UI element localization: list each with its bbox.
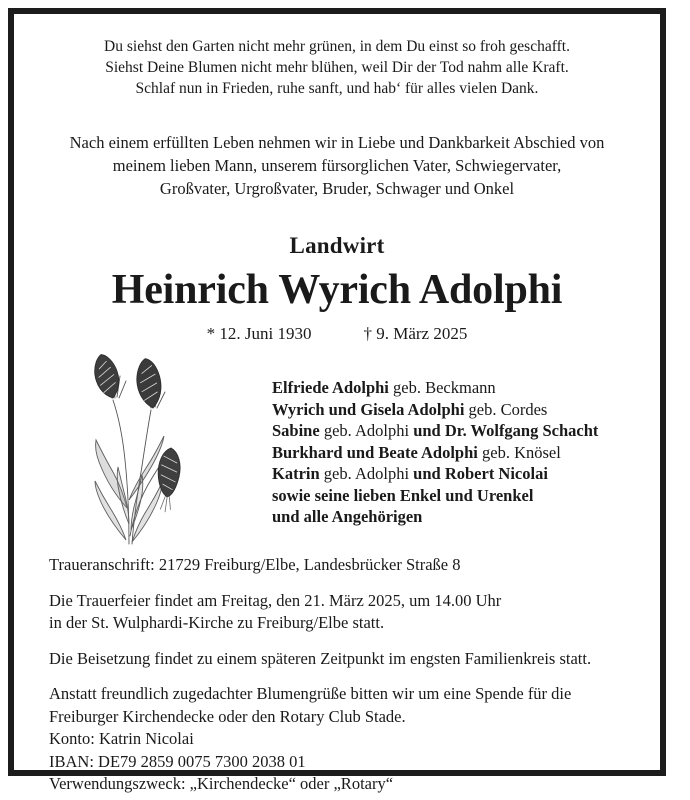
- profession-title: Landwirt: [289, 233, 385, 258]
- account-holder: Konto: Katrin Nicolai: [49, 729, 194, 748]
- ceremony-line-1: Die Trauerfeier findet am Freitag, den 21. März 2025, um 14.00 Uhr: [49, 590, 502, 610]
- family-line: [272, 463, 598, 485]
- burial-paragraph: [49, 648, 648, 671]
- iban: IBAN: DE79 2859 0075 7300 2038 01: [49, 751, 306, 771]
- family-line: [272, 485, 598, 507]
- ceremony-line-2: in der St. Wulphardi-Kirche zu Freiburg/Elbe statt.: [49, 613, 385, 632]
- donation-line-1: Anstatt freundlich zugedachter Blumengrüße bitten wir um eine Spende für die: [49, 684, 572, 703]
- family-line: [272, 377, 598, 399]
- family-name-regular: geb. Adolphi: [319, 421, 414, 440]
- ceremony-paragraph: [49, 590, 648, 635]
- family-name-bold: Wyrich und Gisela Adolphi: [272, 399, 465, 419]
- intro-line-2: meinem lieben Mann, unserem fürsorglichen Vater, Schwiegervater,: [112, 156, 562, 175]
- family-name-bold-secondary: und Dr. Wolfgang Schacht: [413, 421, 599, 440]
- notice-inner: [14, 14, 660, 793]
- family-name-bold: Katrin: [272, 464, 320, 483]
- family-name-regular: geb. Beckmann: [388, 378, 496, 397]
- mourning-address-paragraph: [49, 554, 648, 577]
- death-notice-card: [8, 8, 666, 793]
- memorial-poem: [14, 14, 660, 99]
- funeral-details: [49, 554, 648, 796]
- wheat-ears-icon: [72, 348, 184, 548]
- family-line: [272, 442, 598, 464]
- family-line: [272, 399, 598, 421]
- payment-purpose: Verwendungszweck: „Kirchendecke“ oder „Rotary“: [49, 774, 394, 793]
- intro-line-1: Nach einem erfüllten Leben nehmen wir in Liebe und Dankbarkeit Abschied von: [69, 133, 605, 152]
- family-name-regular: geb. Knösel: [477, 442, 561, 462]
- death-date: † 9. März 2025: [363, 324, 468, 343]
- family-line: [272, 420, 598, 442]
- family-name-regular: geb. Adolphi: [319, 464, 414, 483]
- poem-line-2: Siehst Deine Blumen nicht mehr blühen, weil Dir der Tod nahm alle Kraft.: [105, 59, 569, 76]
- poem-line-1: Du siehst den Garten nicht mehr grünen, in dem Du einst so froh geschafft.: [104, 38, 570, 55]
- family-name-bold: und alle Angehörigen: [272, 507, 423, 526]
- life-dates: [14, 315, 660, 345]
- illustration-and-family: [14, 345, 660, 545]
- donation-line-2: Freiburger Kirchendecke oder den Rotary Club Stade.: [49, 706, 406, 726]
- donation-paragraph: [49, 683, 648, 796]
- mourning-address: Traueranschrift: 21729 Freiburg/Elbe, Landesbrücker Straße 8: [49, 555, 461, 574]
- family-name-bold: Burkhard und Beate Adolphi: [272, 442, 478, 462]
- poem-line-3: Schlaf nun in Frieden, ruhe sanft, und hab‘ für alles vielen Dank.: [135, 80, 539, 97]
- birth-date: * 12. Juni 1930: [206, 324, 312, 343]
- family-name-bold: sowie seine lieben Enkel und Urenkel: [272, 485, 534, 505]
- family-name-bold: Elfriede Adolphi: [272, 378, 389, 397]
- family-name-bold: Sabine: [272, 421, 320, 440]
- family-name-regular: geb. Cordes: [464, 399, 548, 419]
- intro-line-3: Großvater, Urgroßvater, Bruder, Schwager und Onkel: [159, 179, 515, 198]
- family-name-bold-secondary: und Robert Nicolai: [413, 464, 548, 483]
- announcement-intro: [14, 99, 660, 200]
- deceased-name: Heinrich Wyrich Adolphi: [111, 267, 563, 313]
- burial-note: Die Beisetzung findet zu einem späteren Zeitpunkt im engsten Familienkreis statt.: [49, 648, 592, 668]
- family-line: [272, 506, 598, 528]
- family-members-list: [272, 377, 598, 528]
